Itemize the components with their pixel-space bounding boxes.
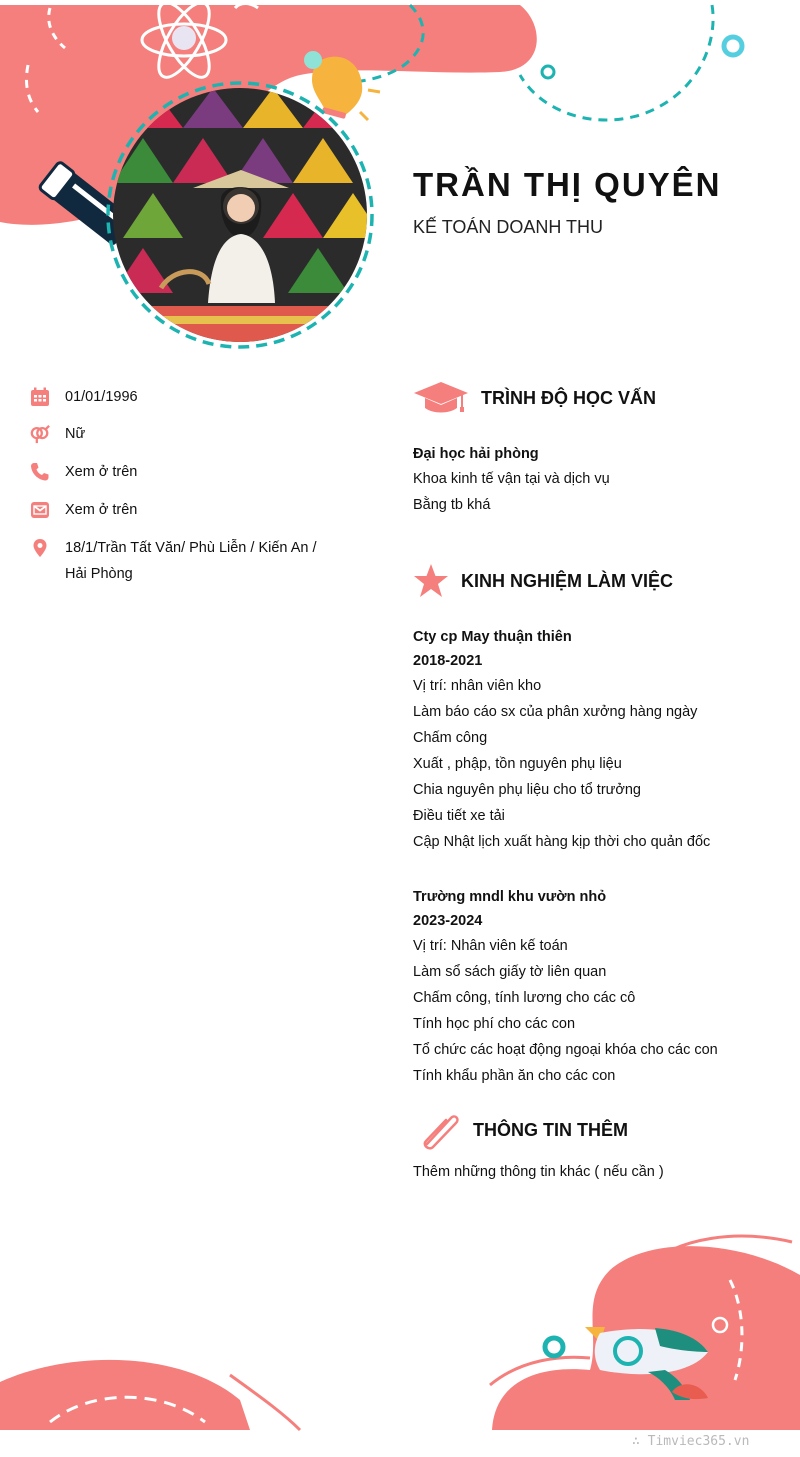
experience-heading xyxy=(413,563,673,599)
job-1-period: 2018-2021 xyxy=(413,653,483,669)
email-row xyxy=(30,500,330,523)
gender-text: Nữ xyxy=(65,426,86,442)
star-icon xyxy=(413,563,449,599)
address-line-1: 18/1/Trần Tất Văn/ Phù Liễn / Kiến An / xyxy=(65,540,317,556)
extra-title: THÔNG TIN THÊM xyxy=(473,1119,628,1140)
watermark: ∴ Timviec365.vn xyxy=(632,1434,750,1449)
profile-job-title: KẾ TOÁN DOANH THU xyxy=(413,217,604,237)
job-2-line: Tính học phí cho các con xyxy=(413,1016,576,1032)
job-1-company: Cty cp May thuận thiên xyxy=(413,629,572,645)
location-pin-icon xyxy=(30,538,50,558)
job-1-line: Làm báo cáo sx của phân xưởng hàng ngày xyxy=(413,704,698,720)
extra-text: Thêm những thông tin khác ( nếu cần ) xyxy=(413,1164,664,1180)
job-1-line: Chia nguyên phụ liệu cho tổ trưởng xyxy=(413,782,641,798)
address-line-2: Hải Phòng xyxy=(65,566,133,582)
address-row xyxy=(30,538,330,587)
education-faculty: Khoa kinh tế vận tại và dịch vụ xyxy=(413,471,610,487)
job-1-line: Vị trí: nhân viên kho xyxy=(413,678,542,694)
paperclip-icon xyxy=(413,1110,461,1150)
job-1-line: Điều tiết xe tải xyxy=(413,808,505,824)
job-2-period: 2023-2024 xyxy=(413,913,483,929)
job-2-line: Làm sổ sách giấy tờ liên quan xyxy=(413,964,607,980)
profile-photo xyxy=(113,88,367,342)
extra-heading xyxy=(413,1110,628,1150)
email-icon xyxy=(30,500,50,520)
job-1-line: Xuất , phập, tồn nguyên phụ liệu xyxy=(413,756,622,772)
job-2-line: Tổ chức các hoạt động ngoại khóa cho các con xyxy=(413,1042,718,1058)
education-degree: Bằng tb khá xyxy=(413,497,491,513)
education-school: Đại học hải phòng xyxy=(413,446,539,462)
job-2-line: Tính khẩu phần ăn cho các con xyxy=(413,1068,616,1084)
job-1-line: Cập Nhật lịch xuất hàng kịp thời cho quản đốc xyxy=(413,834,711,850)
gender-row xyxy=(30,424,330,447)
phone-text: Xem ở trên xyxy=(65,464,138,480)
graduation-cap-icon xyxy=(413,380,469,416)
birthday-row xyxy=(30,387,330,410)
birthday-text: 01/01/1996 xyxy=(65,389,138,405)
job-2-line: Chấm công, tính lương cho các cô xyxy=(413,990,636,1006)
job-2-line: Vị trí: Nhân viên kế toán xyxy=(413,938,568,954)
address-text xyxy=(65,535,317,587)
footer-decoration xyxy=(0,1200,800,1457)
education-heading xyxy=(413,380,656,416)
phone-row xyxy=(30,462,330,485)
email-text: Xem ở trên xyxy=(65,502,138,518)
education-title: TRÌNH ĐỘ HỌC VẤN xyxy=(481,387,656,408)
gender-icon xyxy=(30,424,50,444)
job-2-company: Trường mndl khu vườn nhỏ xyxy=(413,889,607,905)
experience-title: KINH NGHIỆM LÀM VIỆC xyxy=(461,570,674,591)
profile-name: TRẦN THỊ QUYÊN xyxy=(413,166,722,203)
phone-icon xyxy=(30,462,50,482)
calendar-icon xyxy=(30,387,50,407)
job-1-line: Chấm công xyxy=(413,730,488,746)
